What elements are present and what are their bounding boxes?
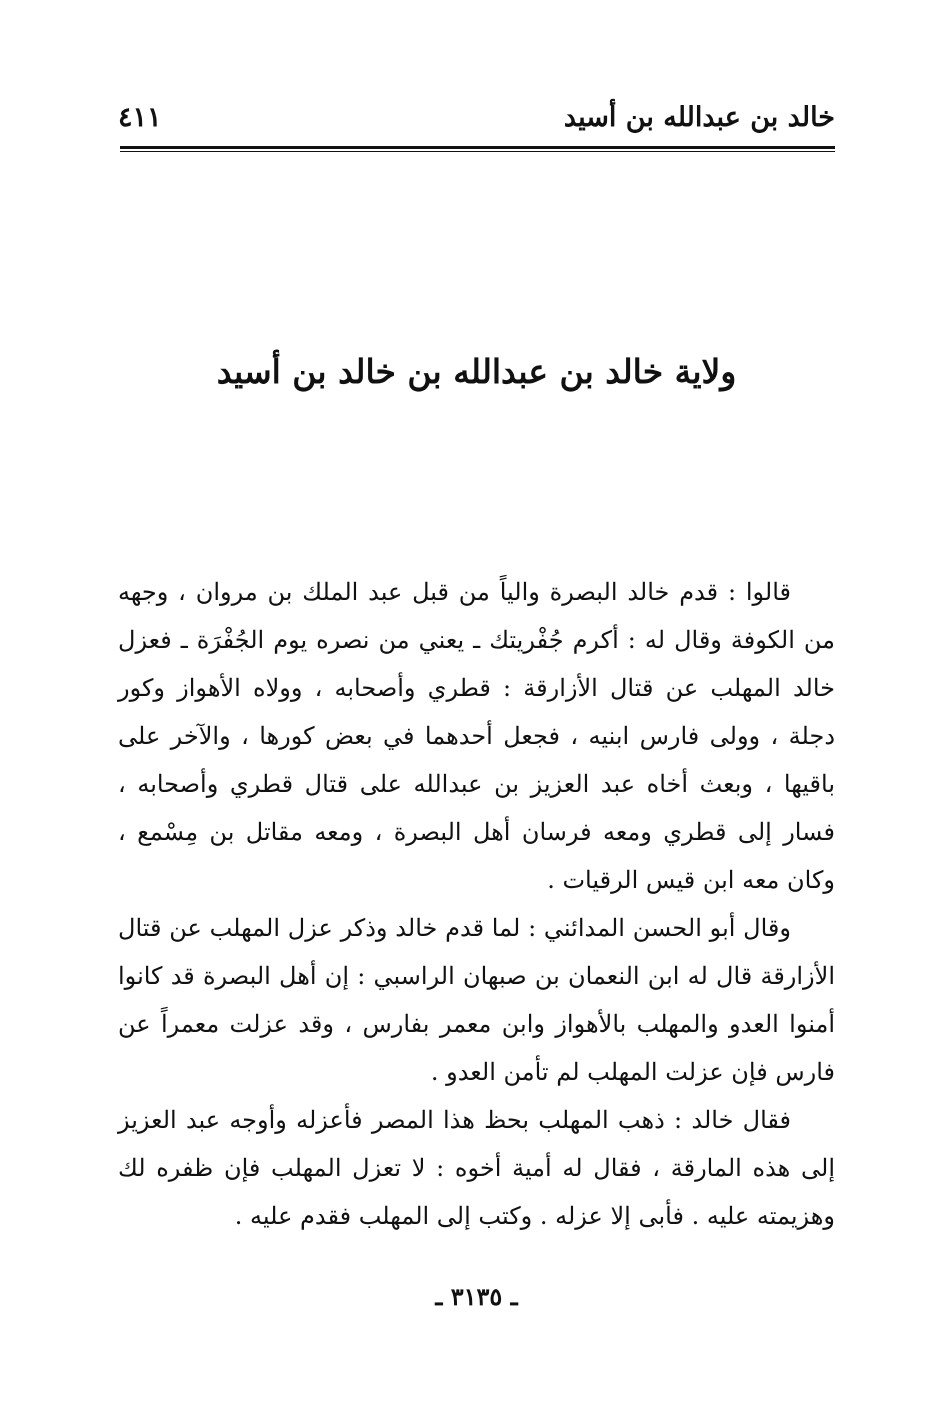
chapter-title: ولاية خالد بن عبدالله بن خالد بن أسيد bbox=[216, 352, 737, 391]
body-text bbox=[118, 568, 835, 1240]
paragraph-1: قالوا : قدم خالد البصرة والياً من قبل عبد الملك بن مروان ، وجهه من الكوفة وقال له : أكرم جُفْريتك ـ يعني من نصره يوم الجُفْرَة ـ فعزل خالد المهلب عن قتال الأزارقة : قطري وأصحابه ، وولاه الأهواز وكور دجلة ، وولى فارس ابنيه ، فجعل أحدهما في بعض كورها ، والآخر على باقيها ، وبعث أخاه عبد العزيز بن عبدالله على قتال قطري وأصحابه ، فسار إلى قطري ومعه فرسان أهل البصرة ، ومعه مقاتل بن مِسْمع ، وكان معه ابن قيس الرقيات . bbox=[118, 578, 836, 894]
header-rule-thin bbox=[120, 151, 835, 152]
paragraph-3: فقال خالد : ذهب المهلب بحظ هذا المصر فأعزله وأوجه عبد العزيز إلى هذه المارقة ، فقال له أمية أخوه : لا تعزل المهلب فإن ظفره لك وهزيمته عليه . فأبى إلا عزله . وكتب إلى المهلب فقدم عليه . bbox=[118, 1106, 835, 1230]
footer-page-number: ـ ٣١٣٥ ـ bbox=[435, 1282, 518, 1311]
running-header bbox=[118, 96, 835, 146]
header-rule bbox=[120, 146, 835, 149]
running-title: خالد بن عبدالله بن أسيد bbox=[563, 102, 835, 133]
paragraph-2: وقال أبو الحسن المدائني : لما قدم خالد وذكر عزل المهلب عن قتال الأزارقة قال له ابن النعمان بن صبهان الراسبي : إن أهل البصرة قد كانوا أمنوا العدو والمهلب بالأهواز وابن معمر بفارس ، وقد عزلت معمراً عن فارس فإن عزلت المهلب لم تأمن العدو . bbox=[118, 914, 835, 1086]
page-number: ٤١١ bbox=[118, 102, 162, 133]
